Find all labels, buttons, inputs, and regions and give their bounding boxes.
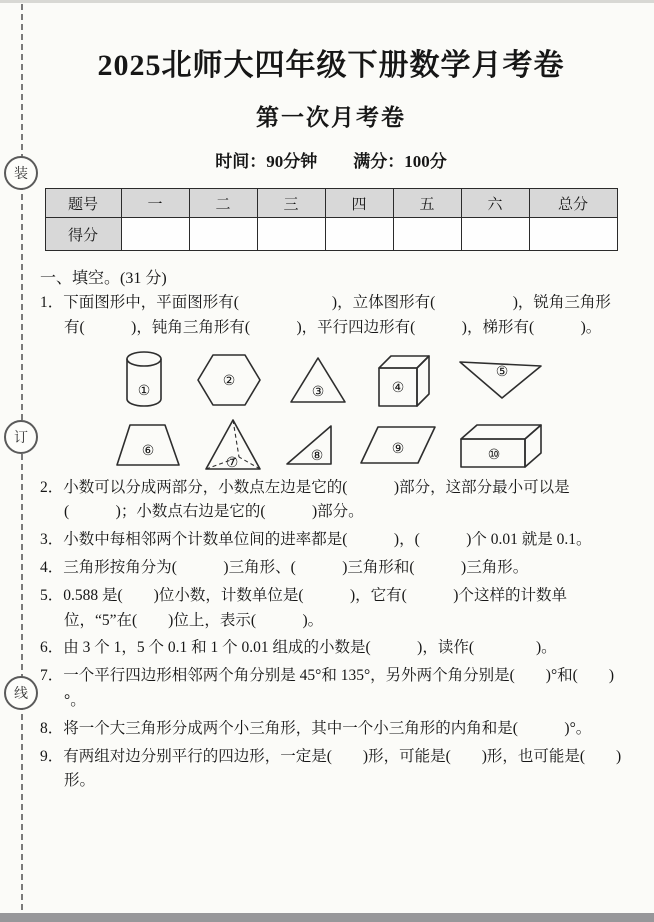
score-blank-cell xyxy=(393,218,461,251)
question-8: 8．将一个大三角形分成两个小三角形，其中一个小三角形的内角和是( )°。 xyxy=(40,719,592,737)
binding-line xyxy=(21,4,23,910)
shape-label: ① xyxy=(137,383,151,399)
binding-mark-char: 订 xyxy=(14,431,28,446)
score-table-score-row xyxy=(45,218,617,251)
score-header-cell: 三 xyxy=(257,189,325,218)
binding-mark-1 xyxy=(4,156,38,190)
score-header-cell: 一 xyxy=(121,189,189,218)
question-9: 9．有两组对边分别平行的四边形，一定是( )形，可能是( )形，也可能是( )形。 xyxy=(40,747,622,790)
shape-label: ⑨ xyxy=(391,441,405,457)
score-header-cell: 题号 xyxy=(45,189,121,218)
exam-full-score: 满分：100分 xyxy=(353,152,447,171)
shape-label: ③ xyxy=(311,384,325,400)
score-header-cell: 五 xyxy=(393,189,461,218)
shape-label: ⑩ xyxy=(487,447,501,463)
shape-hexagon xyxy=(196,351,262,409)
shape-obtuse-triangle xyxy=(458,357,544,403)
score-blank-cell xyxy=(189,218,257,251)
question-5: 5．0.588 是( )位小数，计数单位是( )，它有( )个这样的计数单位，“5”在( )位上，表示( )。 xyxy=(40,586,567,629)
score-blank-cell xyxy=(121,218,189,251)
shape-label: ⑥ xyxy=(141,443,155,459)
score-header-cell: 总分 xyxy=(529,189,617,218)
shape-parallelogram xyxy=(359,423,437,467)
question-4: 4．三角形按角分为( )三角形、( )三角形和( )三角形。 xyxy=(40,558,529,576)
shapes-row-2 xyxy=(40,417,622,473)
score-blank-cell xyxy=(257,218,325,251)
question-1: 1．下面图形中，平面图形有( )，立体图形有( )，锐角三角形有( )，钝角三角形有( )，平行四边形有( )，梯形有( )。 xyxy=(40,294,611,336)
exam-content xyxy=(40,28,622,794)
binding-mark-2 xyxy=(4,420,38,454)
question-3: 3．小数中每相邻两个计数单位间的进率都是( )，( )个 0.01 就是 0.1。 xyxy=(40,531,592,549)
shape-triangle xyxy=(288,354,348,406)
shape-label: ⑤ xyxy=(495,364,509,380)
exam-subtitle: 第一次月考卷 xyxy=(256,105,406,130)
binding-mark-3 xyxy=(4,676,38,710)
shape-label: ⑧ xyxy=(310,448,324,464)
score-header-cell: 二 xyxy=(189,189,257,218)
scan-edge-bottom xyxy=(0,913,654,922)
score-blank-cell xyxy=(529,218,617,251)
scan-edge-top xyxy=(0,0,654,3)
shape-cuboid xyxy=(457,419,549,471)
score-table-header-row xyxy=(45,189,617,218)
shape-cylinder xyxy=(118,349,170,411)
shape-trapezoid xyxy=(113,421,183,469)
score-blank-cell xyxy=(325,218,393,251)
shape-pyramid xyxy=(203,417,263,473)
score-header-cell: 四 xyxy=(325,189,393,218)
score-header-cell: 六 xyxy=(461,189,529,218)
exam-time: 时间：90分钟 xyxy=(215,152,318,171)
section-title-fill-blanks: 一、填空。(31 分) xyxy=(40,270,167,287)
binding-mark-char: 装 xyxy=(14,167,28,182)
shape-label: ④ xyxy=(391,380,405,396)
shapes-row-1 xyxy=(40,349,622,411)
question-7: 7．一个平行四边形相邻两个角分别是 45°和 135°，另外两个角分别是( )°和( )°。 xyxy=(40,667,614,709)
shape-right-triangle xyxy=(283,421,339,469)
shape-label: ⑦ xyxy=(225,455,239,471)
page-title: 2025北师大四年级下册数学月考卷 xyxy=(97,49,565,82)
question-6: 6．由 3 个 1，5 个 0.1 和 1 个 0.01 组成的小数是( )，读作( )。 xyxy=(40,639,557,657)
binding-mark-char: 线 xyxy=(14,687,28,702)
score-blank-cell xyxy=(461,218,529,251)
score-table xyxy=(45,188,618,251)
shape-label: ② xyxy=(222,373,236,389)
shape-cube xyxy=(374,351,432,409)
score-row-label: 得分 xyxy=(45,218,121,251)
question-2: 2．小数可以分成两部分，小数点左边是它的( )部分，这部分最小可以是( )；小数点右边是它的( )部分。 xyxy=(40,478,570,521)
exam-meta xyxy=(40,147,622,172)
